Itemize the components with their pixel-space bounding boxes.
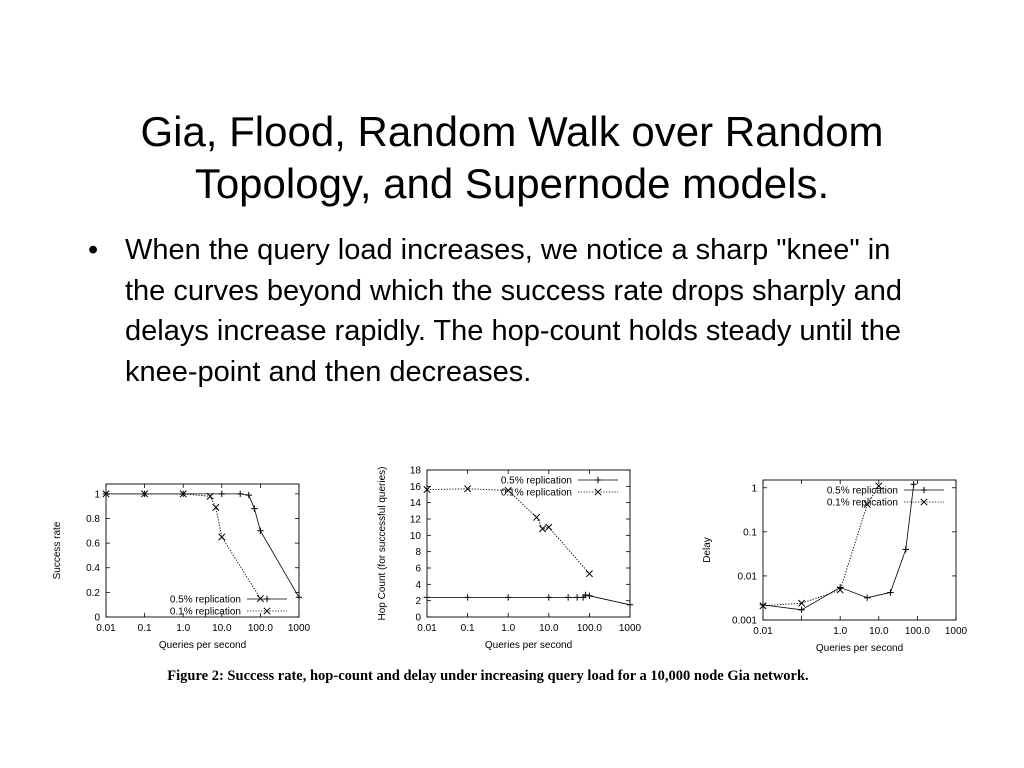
title-line-2: Topology, and Supernode models. (194, 160, 830, 208)
x-tick-label: 100.0 (576, 623, 602, 634)
y-tick-label: 18 (409, 465, 421, 477)
figure-caption: Figure 2: Success rate, hop-count and delay under increasing query load for a 10,000 node Gia network. (167, 668, 809, 684)
series-line (427, 489, 589, 574)
legend-label: 0.1% replication (169, 606, 241, 618)
bullet-item (88, 230, 918, 392)
x-axis-label: Queries per second (815, 643, 904, 654)
data-point (864, 595, 870, 601)
x-tick-label: 10.0 (212, 623, 232, 634)
legend-marker (264, 596, 270, 602)
y-tick-label: 6 (415, 563, 421, 575)
data-point (586, 571, 592, 577)
data-point (219, 491, 225, 497)
data-point (533, 514, 539, 520)
data-point (546, 594, 552, 600)
x-tick-label: 1000 (287, 623, 311, 634)
data-point (887, 589, 893, 595)
x-tick-label: 1000 (618, 623, 642, 634)
x-tick-label: 0.01 (96, 623, 116, 634)
data-point (296, 594, 302, 600)
y-tick-label: 16 (409, 481, 421, 493)
data-point (539, 526, 545, 532)
data-point (213, 504, 219, 510)
bullet-list (88, 230, 918, 392)
x-axis-label: Queries per second (484, 640, 573, 651)
y-tick-label: 0.4 (86, 563, 100, 575)
data-point (219, 534, 225, 540)
bullet-dot-icon: • (88, 234, 99, 266)
data-point (903, 546, 909, 552)
x-tick-label: 10.0 (869, 626, 889, 637)
series-line (106, 494, 260, 599)
data-point (257, 528, 263, 534)
x-tick-label: 1.0 (176, 623, 191, 634)
series-1 (424, 592, 633, 608)
data-point (760, 602, 766, 608)
data-point (546, 524, 552, 530)
bullet-text: When the query load increases, we notice a sharp "knee" in the curves beyond which the success rate drops sharply and delays increase rapidly. The hop-count holds steady until the knee-point and then decreases. (125, 234, 902, 388)
legend-label: 0.5% replication (826, 485, 898, 497)
legend-label: 0.1% replication (500, 487, 572, 499)
data-point (246, 492, 252, 498)
data-point (910, 481, 916, 487)
data-point (257, 595, 263, 601)
y-tick-label: 0.2 (86, 587, 100, 599)
data-point (627, 602, 633, 608)
x-tick-label: 0.01 (417, 623, 437, 634)
x-tick-label: 1000 (944, 626, 968, 637)
y-tick-label: 1 (751, 483, 757, 495)
figure (48, 452, 976, 698)
x-tick-label: 100.0 (904, 626, 930, 637)
legend-label: 0.5% replication (169, 594, 241, 606)
x-tick-label: 0.01 (753, 626, 773, 637)
data-point (574, 594, 580, 600)
y-tick-label: 0.1 (743, 527, 757, 539)
legend-label: 0.5% replication (500, 475, 572, 487)
series-2 (103, 491, 264, 602)
data-point (424, 594, 430, 600)
legend-marker (595, 477, 601, 483)
y-tick-label: 0.6 (86, 538, 100, 550)
chart-3 (702, 480, 968, 654)
y-tick-label: 0.01 (737, 571, 757, 583)
x-axis-label: Queries per second (158, 640, 247, 651)
data-point (251, 505, 257, 511)
x-tick-label: 1.0 (833, 626, 848, 637)
slide-title (62, 106, 962, 210)
series-2 (424, 486, 593, 577)
x-tick-label: 10.0 (539, 623, 559, 634)
y-tick-label: 14 (409, 498, 421, 510)
y-tick-label: 0.8 (86, 513, 100, 525)
y-tick-label: 0 (94, 612, 100, 624)
y-tick-label: 2 (415, 596, 421, 608)
legend (170, 595, 287, 618)
y-tick-label: 1 (94, 489, 100, 501)
x-tick-label: 0.1 (137, 623, 152, 634)
data-point (464, 594, 470, 600)
legend-marker (921, 487, 927, 493)
x-tick-label: 0.1 (460, 623, 475, 634)
y-axis-label: Success rate (52, 521, 63, 580)
chart-1 (52, 484, 311, 651)
data-point (586, 593, 592, 599)
y-tick-label: 10 (409, 530, 421, 542)
legend-label: 0.1% replication (826, 497, 898, 509)
y-tick-label: 8 (415, 547, 421, 559)
y-axis-label: Hop Count (for successful queries) (377, 466, 388, 621)
series-1 (103, 491, 302, 601)
data-point (505, 594, 511, 600)
series-line (427, 595, 630, 605)
data-point (565, 594, 571, 600)
y-tick-label: 4 (415, 579, 421, 591)
chart-2 (377, 466, 642, 652)
y-axis-label: Delay (702, 537, 713, 563)
y-tick-label: 12 (409, 514, 421, 526)
series-line (106, 494, 299, 597)
legend (827, 486, 944, 509)
x-tick-label: 1.0 (501, 623, 516, 634)
y-tick-label: 0.001 (731, 615, 757, 627)
x-tick-label: 100.0 (247, 623, 273, 634)
legend (501, 476, 618, 499)
y-tick-label: 0 (415, 612, 421, 624)
charts-svg (48, 452, 976, 664)
title-line-1: Gia, Flood, Random Walk over Random (140, 108, 884, 156)
data-point (237, 491, 243, 497)
data-point (798, 607, 804, 613)
